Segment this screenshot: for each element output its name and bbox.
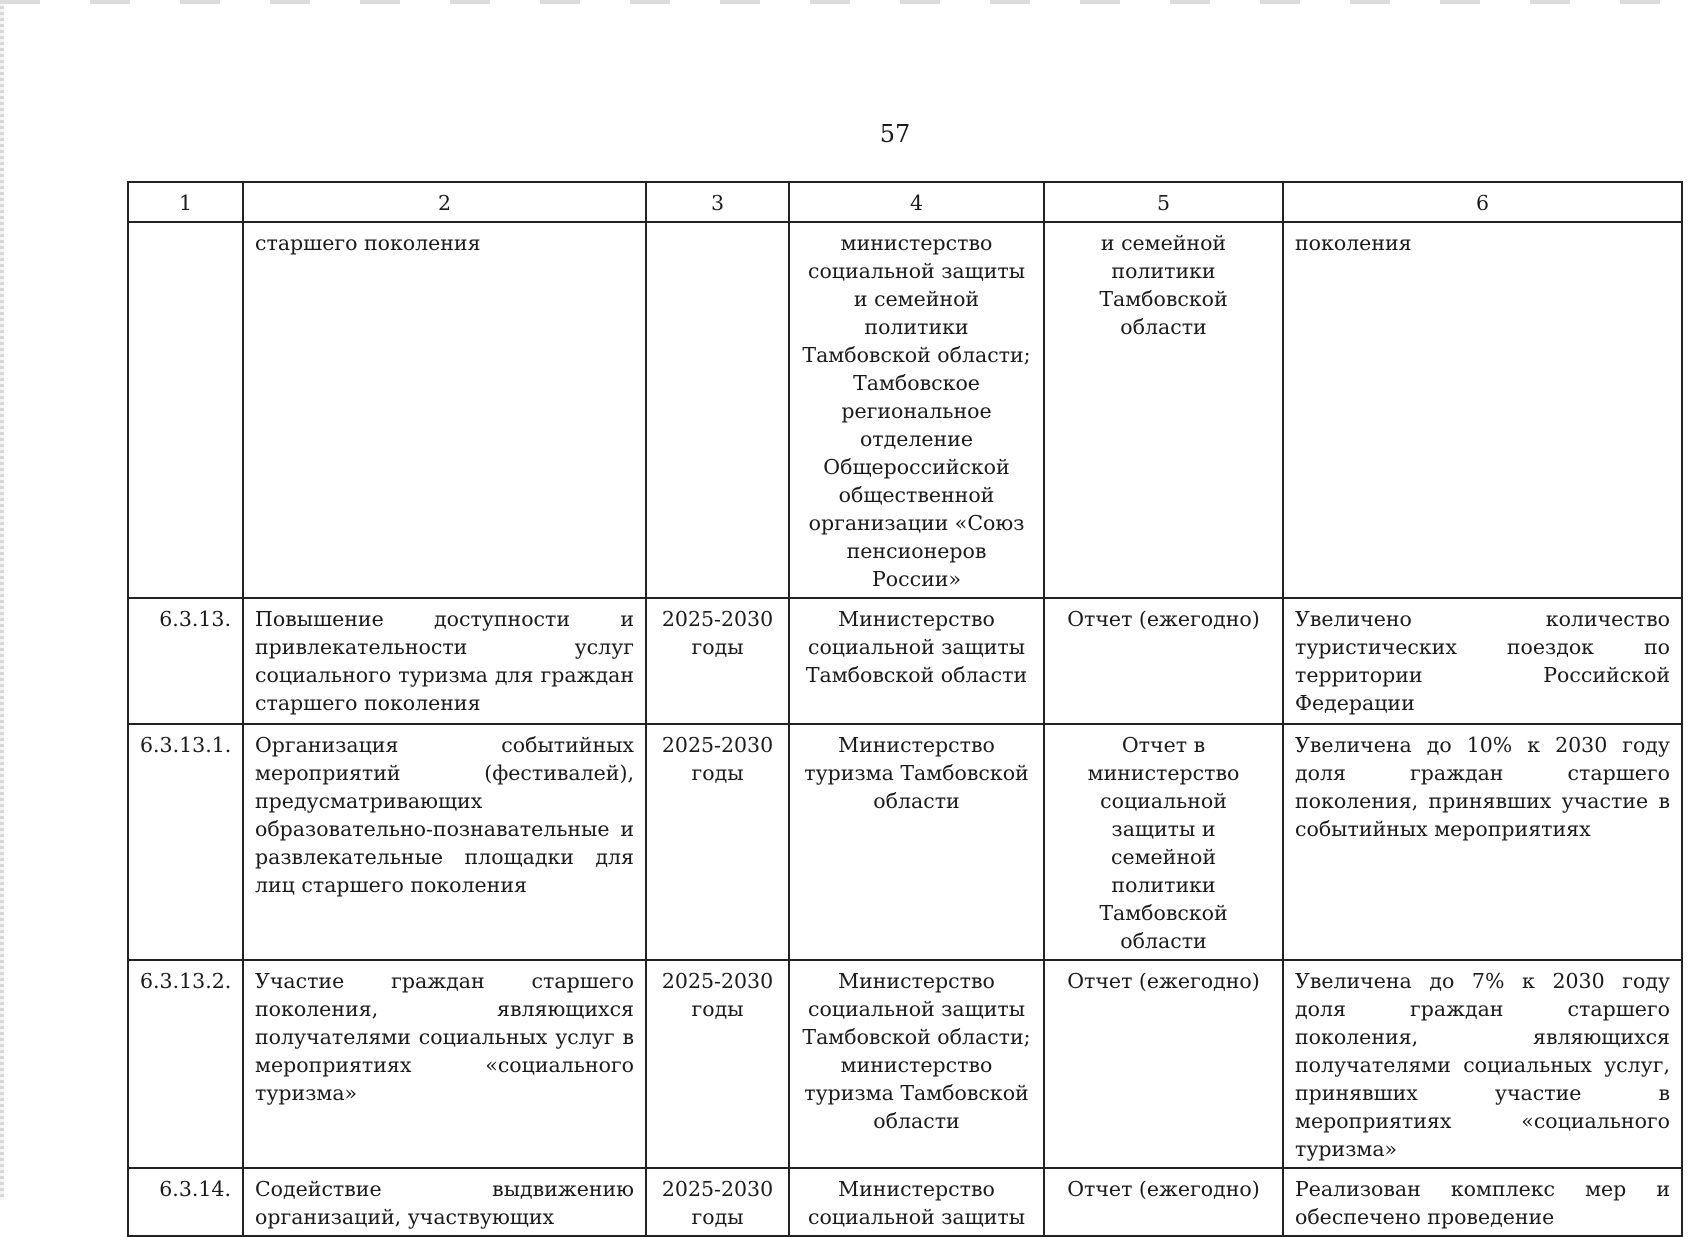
executor: Министерство социальной защиты <box>789 1168 1044 1236</box>
header-row <box>128 182 1682 222</box>
table-row <box>128 960 1682 1168</box>
measure-name: Участие граждан старшего поколения, являющихся получателями социальных услуг в мероприятиях «социального туризма» <box>243 960 646 1168</box>
expected-result: Реализован комплекс мер и обеспечено проведение <box>1283 1168 1682 1236</box>
page-number: 57 <box>879 120 911 148</box>
header-col-5: 5 <box>1044 182 1283 222</box>
term: 2025-2030 годы <box>646 598 789 724</box>
measures-table <box>127 181 1683 1237</box>
row-number: 6.3.13. <box>128 598 243 724</box>
executor: Министерство туризма Тамбовской области <box>789 724 1044 960</box>
term <box>646 222 789 598</box>
report-form: Отчет (ежегодно) <box>1044 598 1283 724</box>
report-form: Отчет (ежегодно) <box>1044 960 1283 1168</box>
measure-name: Повышение доступности и привлекательности услуг социального туризма для граждан старшего поколения <box>243 598 646 724</box>
measure-name: Содействие выдвижению организаций, участвующих <box>243 1168 646 1236</box>
executor: министерство социальной защиты и семейной политики Тамбовской области; Тамбовское региональное отделение Общероссийской общественной организации «Союз пенсионеров России» <box>789 222 1044 598</box>
executor: Министерство социальной защиты Тамбовской области <box>789 598 1044 724</box>
expected-result: Увеличена до 10% к 2030 году доля граждан старшего поколения, принявших участие в событийных мероприятиях <box>1283 724 1682 960</box>
scan-edge-top <box>0 0 1697 4</box>
header-col-3: 3 <box>646 182 789 222</box>
table-row <box>128 1168 1682 1236</box>
table-row <box>128 598 1682 724</box>
expected-result: поколения <box>1283 222 1682 598</box>
report-form: и семейной политики Тамбовской области <box>1044 222 1283 598</box>
report-form: Отчет (ежегодно) <box>1044 1168 1283 1236</box>
scan-edge-left <box>0 0 4 1200</box>
row-number: 6.3.13.1. <box>128 724 243 960</box>
header-col-4: 4 <box>789 182 1044 222</box>
term: 2025-2030 годы <box>646 960 789 1168</box>
term: 2025-2030 годы <box>646 1168 789 1236</box>
expected-result: Увеличена до 7% к 2030 году доля граждан старшего поколения, являющихся получателями социальных услуг, принявших участие в мероприятиях «социального туризма» <box>1283 960 1682 1168</box>
table-row <box>128 724 1682 960</box>
measure-name: Организация событийных мероприятий (фестивалей), предусматривающих образовательно-познавательные и развлекательные площадки для лиц старшего поколения <box>243 724 646 960</box>
expected-result: Увеличено количество туристических поездок по территории Российской Федерации <box>1283 598 1682 724</box>
executor: Министерство социальной защиты Тамбовской области; министерство туризма Тамбовской области <box>789 960 1044 1168</box>
header-col-6: 6 <box>1283 182 1682 222</box>
row-number <box>128 222 243 598</box>
header-col-2: 2 <box>243 182 646 222</box>
table-row <box>128 222 1682 598</box>
row-number: 6.3.13.2. <box>128 960 243 1168</box>
report-form: Отчет в министерство социальной защиты и семейной политики Тамбовской области <box>1044 724 1283 960</box>
measure-name: старшего поколения <box>243 222 646 598</box>
row-number: 6.3.14. <box>128 1168 243 1236</box>
term: 2025-2030 годы <box>646 724 789 960</box>
header-col-1: 1 <box>128 182 243 222</box>
